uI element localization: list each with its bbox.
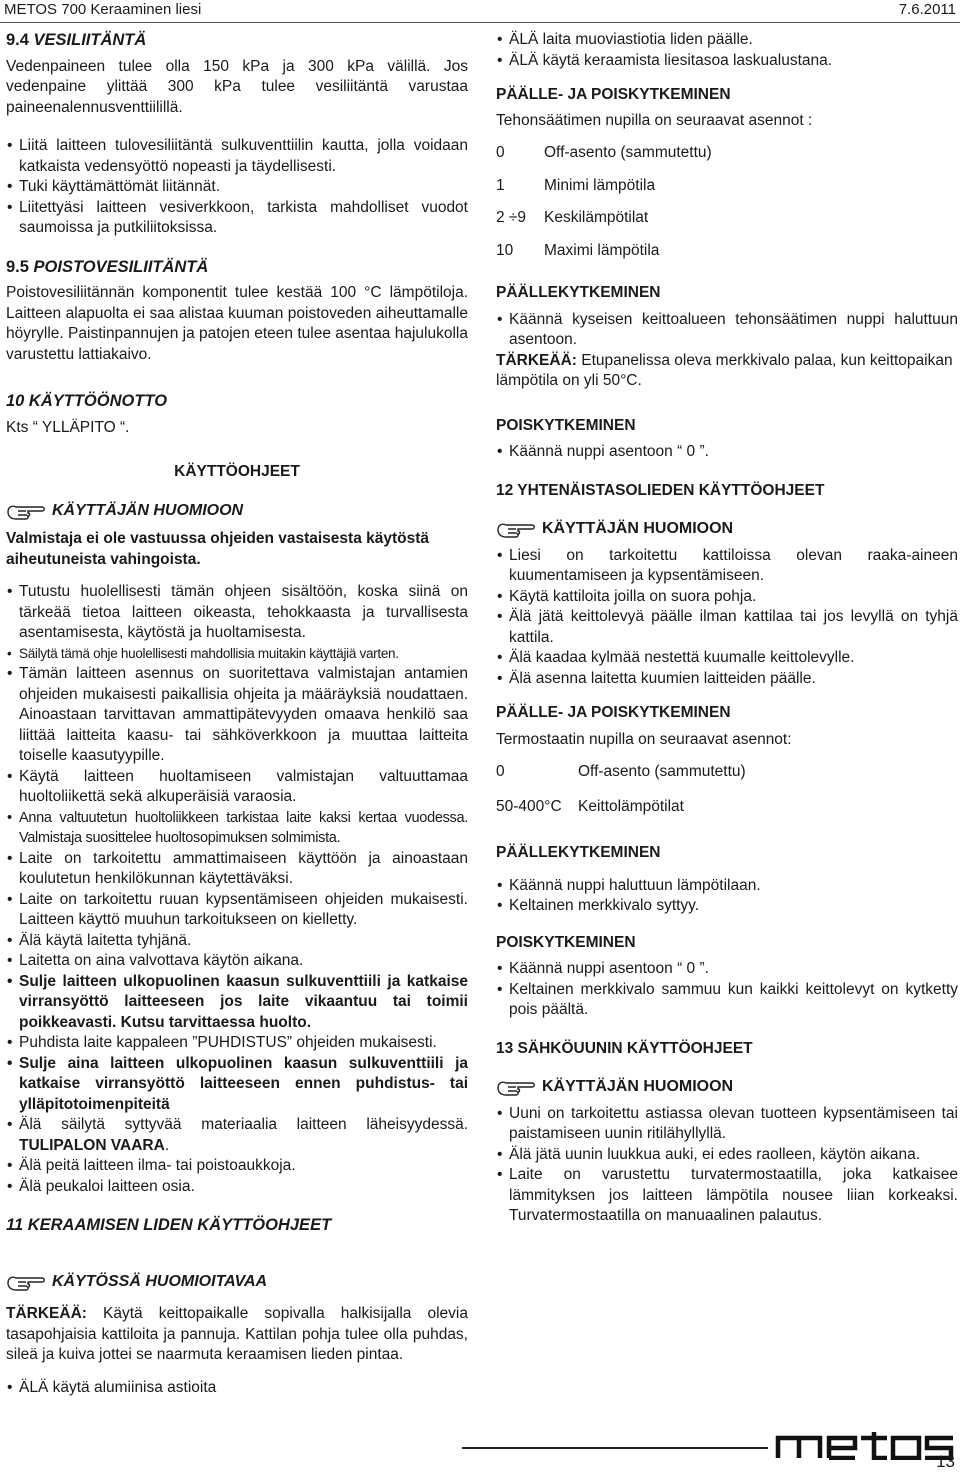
section-12-list bbox=[496, 546, 958, 690]
user-note-heading-2: KÄYTTÄJÄN HUOMIOON bbox=[496, 519, 958, 540]
right-column bbox=[496, 30, 958, 1227]
footer-line bbox=[462, 1447, 768, 1449]
list-item: • Tutustu huolellisesti tämän ohjeen sisältöön, koska siinä on tärkeää tietoa laitteen oikeasta, tehokkaasta ja turvallisesta asentamisesta, käytöstä ja huoltamisesta. bbox=[6, 582, 468, 644]
important-note-2: TÄRKEÄÄ: Etupanelissa oleva merkkivalo palaa, kun keittopaikan lämpötila on yli 50°C. bbox=[496, 351, 953, 389]
list-item: • Sulje aina laitteen ulkopuolinen kaasun sulkuventtiili ja katkaise virransyöttö laitteeseen ennen puhdistus- tai ylläpitotoimenpiteitä bbox=[6, 1054, 468, 1116]
switch-off-list bbox=[496, 442, 958, 463]
list-item: • Keltainen merkkivalo sammuu kun kaikki keittolevyt on kytketty pois päältä. bbox=[496, 980, 958, 1021]
list-item: • Uuni on tarkoitettu astiassa olevan tuotteen kypsentämiseen tai paistamiseen uunin ritilähyllyllä. bbox=[496, 1104, 958, 1145]
position-row: 50-400°C Keittolämpötilat bbox=[496, 797, 684, 815]
section-9-5-title: 9.5 POISTOVESILIITÄNTÄ bbox=[6, 257, 209, 276]
list-item: • Älä säilytä syttyvää materiaalia laitteen läheisyydessä. TULIPALON VAARA. bbox=[6, 1115, 468, 1156]
list-item: • Käännä nuppi haluttuun lämpötilaan. bbox=[496, 876, 958, 897]
doc-date: 7.6.2011 bbox=[898, 1, 956, 18]
position-row: 0 Off-asento (sammutettu) bbox=[496, 763, 746, 780]
list-item: • Laite on varustettu turvatermostaatilla, joka katkaisee lämmityksen jos laitteen lämpötila nousee liian korkeaksi. Turvatermostaatilla on manuaalinen palautus. bbox=[496, 1165, 958, 1227]
power-positions bbox=[496, 143, 958, 261]
list-item: • Liitä laitteen tulovesiliitäntä sulkuventtiilin kautta, jolla voidaan katkaista vedensyöttö nopeasti ja täydellisesti. bbox=[6, 136, 468, 177]
position-row: 10 Maximi lämpötila bbox=[496, 241, 660, 259]
list-item: • Käännä nuppi asentoon “ 0 ”. bbox=[496, 442, 958, 463]
section-9-4-list bbox=[6, 136, 468, 239]
list-item: • Käännä kyseisen keittoalueen tehonsäätimen nuppi haluttuun asentoon. bbox=[496, 310, 958, 351]
list-item: • Keltainen merkkivalo syttyy. bbox=[496, 896, 958, 917]
list-item: • Laitetta on aina valvottava käytön aikana. bbox=[6, 951, 468, 972]
user-note-heading: KÄYTTÄJÄN HUOMIOON bbox=[6, 501, 468, 522]
switch-on-heading-2: PÄÄLLEKYTKEMINEN bbox=[496, 844, 661, 861]
list-item: • Älä peitä laitteen ilma- tai poistoaukkoja. bbox=[6, 1156, 468, 1177]
list-item: • Älä kaadaa kylmää nestettä kuumalle keittolevylle. bbox=[496, 648, 958, 669]
section-10-title: 10 KÄYTTÖÖNOTTO bbox=[6, 392, 168, 410]
list-item: • ÄLÄ käytä alumiinisa astioita bbox=[6, 1378, 468, 1399]
switch-off-list-2 bbox=[496, 959, 958, 1021]
pointing-hand-icon bbox=[6, 501, 46, 521]
pointing-hand-icon bbox=[6, 1272, 46, 1292]
page-number: 13 bbox=[936, 1452, 955, 1471]
list-item: • Käytä kattiloita joilla on suora pohja. bbox=[496, 587, 958, 608]
list-item: • Laite on tarkoitettu ruuan kypsentämiseen ohjeiden mukaisesti. Laitteen käyttö muuhun tarkoitukseen on kielletty. bbox=[6, 890, 468, 931]
list-item: • Älä jätä uunin luukkua auki, ei edes raolleen, käytön aikana. bbox=[496, 1145, 958, 1166]
pointing-hand-icon bbox=[496, 1077, 536, 1097]
switch-off-heading: POISKYTKEMINEN bbox=[496, 416, 636, 434]
list-item: • Tuki käyttämättömät liitännät. bbox=[6, 177, 468, 198]
section-9-5-text: Poistovesiliitännän komponentit tulee kestää 100 °C lämpötiloja. Laitteen alapuolta ei saa alistaa kuuman poistoveden aiheuttamalle höyrylle. Paistinpannujen ja patojen eteen tulee asentaa hajulukolla varustettu lattiakaivo. bbox=[6, 284, 468, 363]
list-item: • Älä asenna laitetta kuumien laitteiden päälle. bbox=[496, 669, 958, 690]
liability-warning: Valmistaja ei ole vastuussa ohjeiden vastaisesta käytöstä aiheutuneista vahingoista. bbox=[6, 530, 430, 568]
switch-on-list-2 bbox=[496, 876, 958, 917]
on-off-heading-2: PÄÄLLE- JA POISKYTKEMINEN bbox=[496, 704, 731, 721]
aluminium-list bbox=[6, 1378, 468, 1399]
list-item: • Älä jätä keittolevyä päälle ilman kattilaa tai jos levyllä on tyhjä kattila. bbox=[496, 607, 958, 648]
switch-on-heading: PÄÄLLEKYTKEMINEN bbox=[496, 284, 661, 301]
section-12-title: 12 YHTENÄISTASOLIEDEN KÄYTTÖOHJEET bbox=[496, 481, 825, 499]
list-item: • Liitettyäsi laitteen vesiverkkoon, tarkista mahdolliset vuodot saumoissa ja putkiliitoksissa. bbox=[6, 198, 468, 239]
user-note-heading-3: KÄYTTÄJÄN HUOMIOON bbox=[496, 1077, 958, 1098]
metos-logo bbox=[775, 1430, 957, 1460]
list-item: • Älä peukaloi laitteen osia. bbox=[6, 1177, 468, 1198]
thermostat-text: Termostaatin nupilla on seuraavat asennot: bbox=[496, 730, 792, 748]
list-item: • Tämän laitteen asennus on suoritettava valmistajan antamien ohjeiden mukaisesti paikallisia ohjeita ja määräyksiä noudattaen. Ainoastaan tarvittavan ammattipätevyyden omaava henkilö saa liittää laitteita kaasu- tai sähköverkkoon ja muuttaa laitteita toiselle kaasutyypille. bbox=[6, 664, 468, 767]
list-item: • Käännä nuppi asentoon “ 0 ”. bbox=[496, 959, 958, 980]
list-item: • Puhdista laite kappaleen ”PUHDISTUS” ohjeiden mukaisesti. bbox=[6, 1033, 468, 1054]
list-item: • Säilytä tämä ohje huolellisesti mahdollisia muitakin käyttäjiä varten. bbox=[6, 644, 468, 665]
list-item: • ÄLÄ laita muoviastiotia liden päälle. bbox=[496, 30, 958, 51]
section-10-text: Kts “ YLLÄPITO “. bbox=[6, 418, 130, 436]
safety-list bbox=[6, 582, 468, 1197]
top-list bbox=[496, 30, 958, 71]
on-off-heading: PÄÄLLE- JA POISKYTKEMINEN bbox=[496, 86, 731, 103]
section-9-4-text: Vedenpaineen tulee olla 150 kPa ja 300 kPa välillä. Jos vedenpaine ylittää 300 kPa tulee vesiliitäntä varustaa paineenalennusventtiilillä. bbox=[6, 57, 468, 116]
list-item: • ÄLÄ käytä keraamista liesitasoa laskualustana. bbox=[496, 51, 958, 72]
switch-on-list bbox=[496, 310, 958, 351]
power-knob-text: Tehonsäätimen nupilla on seuraavat asennot : bbox=[496, 111, 813, 129]
important-note: TÄRKEÄÄ: Käytä keittopaikalle sopivalla halkisijalla olevia tasapohjaisia kattiloita ja pannuja. Kattilan pohja tulee olla puhdas, sileä ja kuiva jottei se naarmuta keraamisen lieden pintaa. bbox=[6, 1305, 468, 1363]
usage-note-heading: KÄYTÖSSÄ HUOMIOITAVAA bbox=[6, 1272, 468, 1293]
switch-off-heading-2: POISKYTKEMINEN bbox=[496, 933, 636, 951]
section-11-title: 11 KERAAMISEN LIDEN KÄYTTÖOHJEET bbox=[6, 1216, 332, 1234]
position-row: 0 Off-asento (sammutettu) bbox=[496, 144, 712, 161]
section-13-title: 13 SÄHKÖUUNIN KÄYTTÖOHJEET bbox=[496, 1039, 753, 1057]
list-item: • Sulje laitteen ulkopuolinen kaasun sulkuventtiili ja katkaise virransyöttö laitteeseen jos laite vikaantuu tai toimii poikkeavasti. Kutsu tarvittaessa huolto. bbox=[6, 972, 468, 1034]
page-header bbox=[0, 0, 960, 23]
list-item: • Liesi on tarkoitettu kattiloissa olevan raaka-aineen kuumentamiseen ja kypsentämiseen. bbox=[496, 546, 958, 587]
instructions-title: KÄYTTÖOHJEET bbox=[174, 463, 300, 480]
position-row: 2 ÷9 Keskilämpötilat bbox=[496, 209, 649, 226]
left-column bbox=[6, 30, 468, 1398]
list-item: • Käytä laitteen huoltamiseen valmistajan valtuuttamaa huoltoliikettä sekä alkuperäisiä varaosia. bbox=[6, 767, 468, 808]
section-13-list bbox=[496, 1104, 958, 1227]
list-item: • Älä käytä laitetta tyhjänä. bbox=[6, 931, 468, 952]
position-row: 1 Minimi lämpötila bbox=[496, 176, 656, 194]
section-9-4-title: 9.4 VESILIITÄNTÄ bbox=[6, 31, 147, 49]
doc-title: METOS 700 Keraaminen liesi bbox=[4, 1, 202, 18]
list-item: • Laite on tarkoitettu ammattimaiseen käyttöön ja ainoastaan koulutetun henkilökunnan käytettäväksi. bbox=[6, 849, 468, 890]
pointing-hand-icon bbox=[496, 519, 536, 539]
list-item: • Anna valtuutetun huoltoliikkeen tarkistaa laite kaksi kertaa vuodessa. Valmistaja suosittelee huoltosopimuksen solmimista. bbox=[6, 808, 468, 849]
